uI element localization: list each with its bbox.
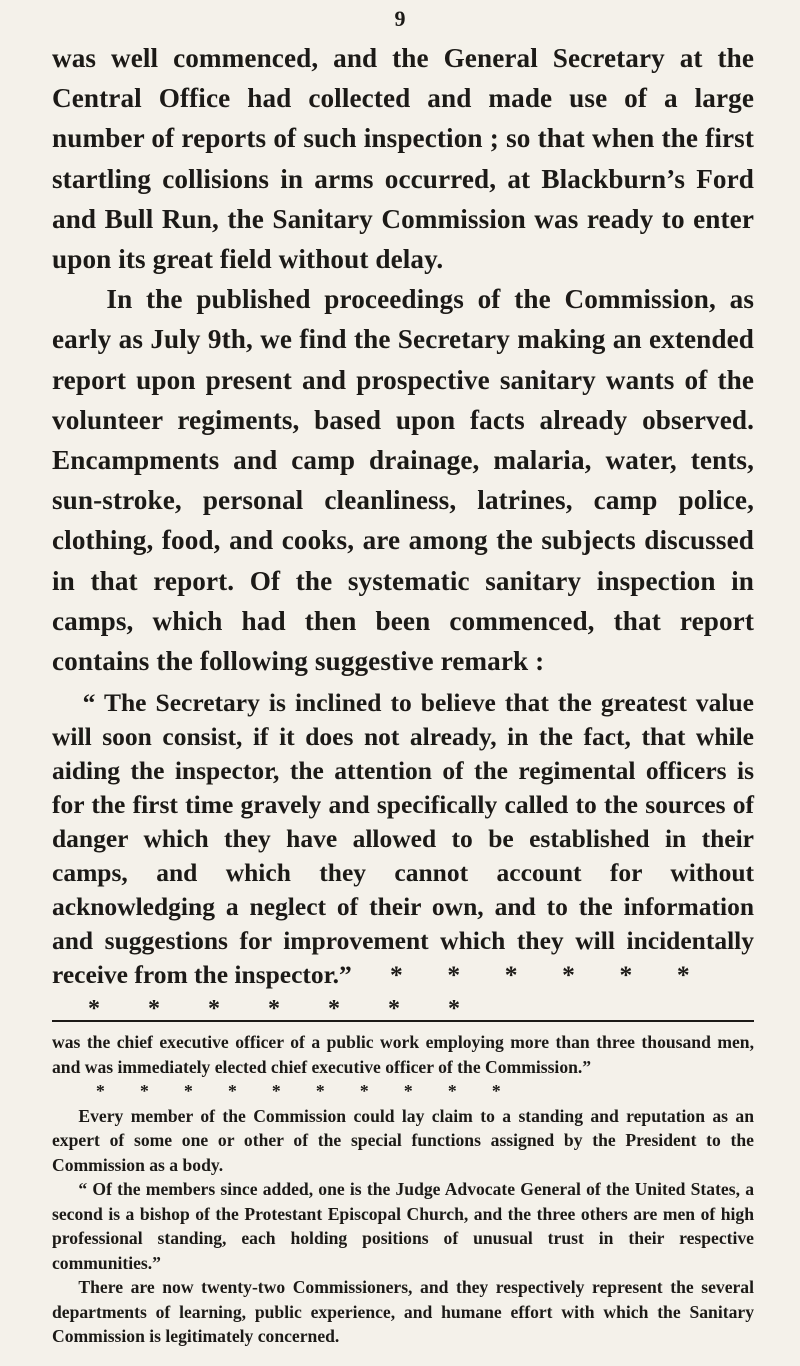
quote-text — [52, 686, 754, 992]
body-paragraph-2: In the published proceedings of the Commission, as early as July 9th, we find the Secretary making an extended report upon present and prospective sanitary wants of the volunteer regiments, based upon facts already observed. Encampments and camp drainage, malaria, water, tents, sun-stroke, personal cleanliness, latrines, camp police, clothing, food, and cooks, are among the subjects discussed in that report. Of the systematic sanitary inspection in camps, which had then been commenced, that report contains the following suggestive remark : — [52, 284, 754, 677]
footnote-paragraph-2: Every member of the Commission could lay claim to a standing and reputation as an expert of some one or other of the special functions assigned by the President to the Commission as a body. — [52, 1105, 754, 1175]
body-paragraph-1: was well commenced, and the General Secretary at the Central Office had collected and made use of a large number of reports of such inspection ; so that when the first startling collisions in arms occurred, at Blackburn’s Ford and Bull Run, the Sanitary Commission was ready to enter upon its great field without delay. — [52, 43, 754, 275]
footnote-line-1: was the chief executive officer of a public work employing more than three thousand men, and was immediately elected chief executive officer of the Commission.” — [52, 1032, 754, 1077]
page-number: 9 — [394, 6, 406, 31]
quote-ellipsis-stars: * * * * * * — [351, 960, 690, 989]
quote-body: “ The Secretary is inclined to believe that the greatest value will soon consist, if it does not already, in the fact, that while aiding the inspector, the attention of the regimental officers is for the first time gravely and specifically called to the sources of danger which they have allowed to be established in their camps, and which they cannot account for without acknowledging a neglect of their own, and to the information and suggestions for improvement which they will incidentally receive from the inspector.” — [52, 688, 754, 989]
block-quote — [52, 686, 754, 1026]
footnote — [52, 1030, 754, 1349]
footnote-paragraph-3: “ Of the members since added, one is the Judge Advocate General of the United States, a second is a bishop of the Protestant Episcopal Church, and the three others are men of high professional standing, each holding positions of unusual trust in their respective communities.” — [52, 1179, 754, 1273]
main-text — [52, 38, 754, 681]
footnote-rule — [52, 1020, 754, 1022]
quote-stars-row: * * * * * * * — [52, 996, 460, 1022]
footnote-paragraph-4: There are now twenty-two Commissioners, and they respectively represent the several departments of learning, public experience, and humane effort with which the Sanitary Commission is legitimately concerned. — [52, 1277, 754, 1346]
footnote-stars: * * * * * * * * * * — [52, 1081, 501, 1101]
